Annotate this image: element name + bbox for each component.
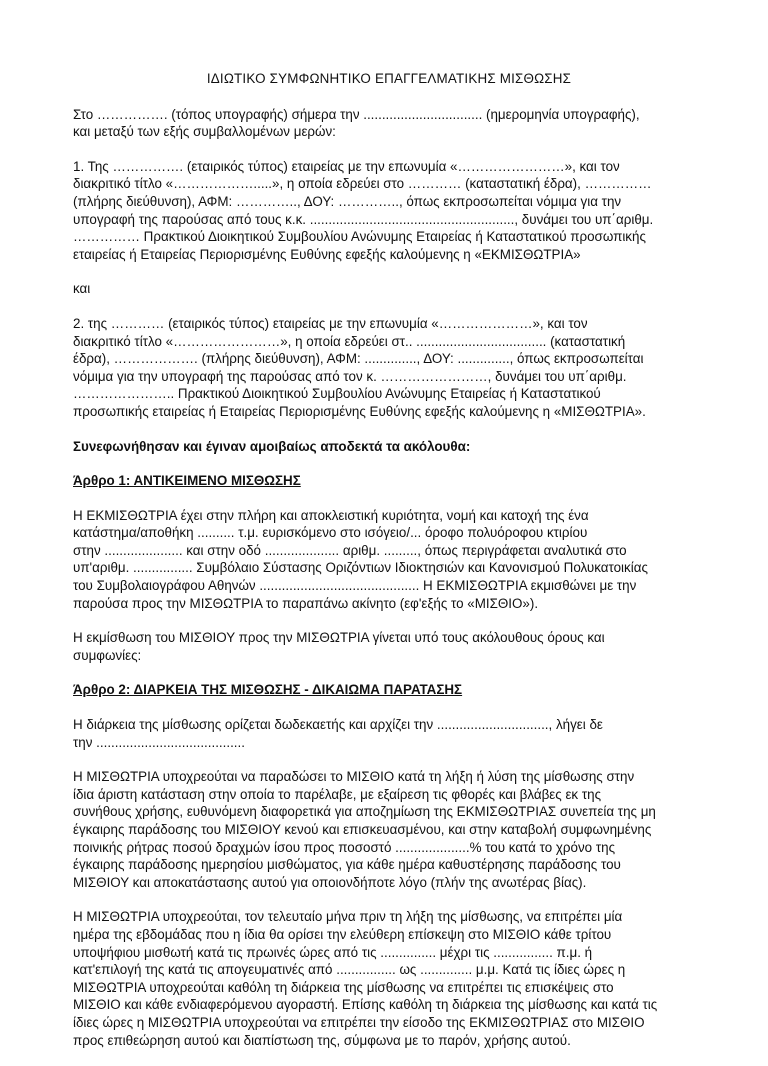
article-2-line: συνήθους χρήσης, ευθυνόμενη διαφορετικά για αποζημίωση της ΕΚΜΙΣΘΩΤΡΙΑΣ συνεπεία της μη	[73, 804, 656, 820]
article-2-paragraph-2	[73, 768, 705, 891]
party-1-line: διακριτικό τίτλο «……………….....», η οποία εδρεύει στο ………… (καταστατική έδρα), ……………	[73, 176, 652, 192]
article-2-line: Η ΜΙΣΘΩΤΡΙΑ υποχρεούται να παραδώσει το ΜΙΣΘΙΟ κατά τη λήξη ή λύση της μίσθωσης στην	[73, 769, 635, 785]
party-1-line: (πλήρης διεύθυνση), ΑΦΜ: ………….., ΔΟΥ: ………….., όπως εκπροσωπείται νόμιμα για την	[73, 193, 622, 209]
article-1-line: κατάστημα/αποθήκη .......... τ.μ. ευρισκόμενο στο ισόγειο/... όροφο πολυόροφου κτιρίου	[73, 525, 588, 541]
article-2-line: ημέρα της εβδομάδας που η ίδια θα ορίσει την ελεύθερη επίσκεψη στο ΜΙΣΘΙΟ κάθε τρίτου	[73, 926, 612, 942]
article-2-line: ίδιες ώρες η ΜΙΣΘΩΤΡΙΑ υποχρεούται να επιτρέπει την είσοδο της ΕΚΜΙΣΘΩΤΡΙΑΣ στο ΜΙΣΘΙΟ	[73, 1014, 645, 1030]
agreed-heading: Συνεφωνήθησαν και έγιναν αμοιβαίως αποδεκτά τα ακόλουθα:	[73, 438, 471, 454]
article-2-line: υποψήφιου μισθωτή κατά τις πρωινές ώρες από τις ............... μέχρι τις ................ π.μ. ή	[73, 944, 593, 960]
article-1-paragraph-1	[73, 507, 705, 613]
party-1-line: εταιρείας ή Εταιρείας Περιορισμένης Ευθύνης εφεξής καλούμενης η «ΕΚΜΙΣΘΩΤΡΙΑ»	[73, 246, 581, 262]
document-title: ΙΔΙΩΤΙΚΟ ΣΥΜΦΩΝΗΤΙΚΟ ΕΠΑΓΓΕΛΜΑΤΙΚΗΣ ΜΙΣΘΩΣΗΣ	[206, 71, 572, 86]
article-1-line: Η εκμίσθωση του ΜΙΣΘΙΟΥ προς την ΜΙΣΘΩΤΡΙΑ γίνεται υπό τους ακόλουθους όρους και	[73, 630, 605, 646]
article-2-line: ίδια άριστη κατάσταση στην οποία το παρέλαβε, με εξαίρεση τις φθορές και βλάβες εκ της	[73, 786, 602, 802]
article-2-line: κατ'επιλογή της κατά τις απογευματινές από ................ ως .............. μ.μ. Κατά τις ίδιες ώρες η	[73, 962, 626, 978]
party-2-line: 2. της ………… (εταιρικός τύπος) εταιρείας με την επωνυμία «…………………», και τον	[73, 315, 588, 331]
article-1-line: παρούσα προς την ΜΙΣΘΩΤΡΙΑ το παραπάνω ακίνητο (εφ'εξής το «ΜΙΣΘΙΟ»).	[73, 595, 539, 611]
article-2-line: προς επιθεώρηση αυτού και διαπίστωση της, σύμφωνα με το παρόν, χρήσης αυτού.	[73, 1032, 571, 1048]
article-1-heading: Άρθρο 1: ΑΝΤΙΚΕΙΜΕΝΟ ΜΙΣΘΩΣΗΣ	[73, 473, 301, 489]
article-2-heading: Άρθρο 2: ΔΙΑΡΚΕΙΑ ΤΗΣ ΜΙΣΘΩΣΗΣ - ΔΙΚΑΙΩΜΑ ΠΑΡΑΤΑΣΗΣ	[73, 682, 463, 698]
article-2-line: ποινικής ρήτρας ποσού δραχμών ίσου προς ποσοστό ....................% του κατά το χρόνο της	[73, 839, 616, 855]
party-2-line: προσωπικής εταιρείας ή Εταιρείας Περιορισμένης Ευθύνης εφεξής καλούμενης η «ΜΙΣΘΩΤΡΙΑ».	[73, 403, 646, 419]
article-1-line: στην ..................... και στην οδό .................... αριθμ. ........., όπως περιγράφεται αναλυτικά στο	[73, 542, 627, 558]
article-2-line: Η ΜΙΣΘΩΤΡΙΑ υποχρεούται, τον τελευταίο μήνα πριν τη λήξη της μίσθωσης, να επιτρέπει μία	[73, 909, 623, 925]
article-1-line: υπ'αριθμ. ................ Συμβόλαιο Σύστασης Οριζόντιων Ιδιοκτησιών και Κανονισμού Πολυκατοικίας	[73, 560, 648, 576]
article-2-line: έγκαιρης παράδοσης του ΜΙΣΘΙΟΥ κενού και επισκευασμένου, και στην καταβολή συμφωνημένης	[73, 822, 652, 837]
document-page	[73, 70, 705, 1066]
party-2-line: νόμιμα για την υπογραφή της παρούσας από τον κ. ……………………, δυνάμει του υπ΄αριθμ.	[73, 368, 627, 384]
party-2-paragraph	[73, 315, 705, 421]
party-2-line: έδρα), ………………. (πλήρης διεύθυνση), ΑΦΜ: .............., ΔΟΥ: .............., όπως εκπροσωπείται	[73, 351, 644, 367]
article-2-line: έγκαιρης παράδοσης ημερησίου μισθώματος, για κάθε ημέρα καθυστέρησης παράδοσης του	[73, 857, 621, 873]
intro-paragraph	[73, 106, 705, 141]
party-1-paragraph	[73, 158, 705, 264]
and-word: και	[73, 281, 91, 297]
article-1-paragraph-2	[73, 629, 705, 664]
article-2-line: ΜΙΣΘΙΟ και κάθε ενδιαφερόμενου αγοραστή. Επίσης καθόλη τη διάρκεια της μίσθωσης και κατά τις	[73, 997, 658, 1013]
article-2-line: ΜΙΣΘΩΤΡΙΑ υποχρεούται καθόλη τη διάρκεια της μίσθωσης να επιτρέπει τις επισκέψεις στο	[73, 979, 614, 995]
intro-line: Στο ……………. (τόπος υπογραφής) σήμερα την ................................ (ημερομηνία υπογραφής),	[73, 106, 640, 122]
party-1-line: …………… Πρακτικού Διοικητικού Συμβουλίου Ανώνυμης Εταιρείας ή Καταστατικού προσωπικής	[73, 229, 646, 245]
article-2-line: ΜΙΣΘΙΟΥ και αποκατάστασης αυτού για οποιονδήποτε λόγο (πλήν της ανωτέρας βίας).	[73, 874, 587, 890]
article-2-line: Η διάρκεια της μίσθωσης ορίζεται δωδεκαετής και αρχίζει την .............................., λήγει δε	[73, 717, 603, 733]
article-2-paragraph-1	[73, 716, 705, 751]
article-1-line: συμφωνίες:	[73, 647, 142, 663]
article-2-line: την ........................................	[73, 734, 245, 750]
article-2-paragraph-3	[73, 908, 705, 1049]
party-2-line: διακριτικό τίτλο «……………………», η οποία εδρεύει στ.. ................................... (καταστατική	[73, 333, 626, 349]
party-1-line: υπογραφή της παρούσας από τους κ.κ. ......................................................., δυνάμει του υπ΄αριθμ.	[73, 211, 654, 227]
party-2-line: ………………….. Πρακτικού Διοικητικού Συμβουλίου Ανώνυμης Εταιρείας ή Καταστατικού	[73, 386, 601, 402]
article-1-line: του Συμβολαιογράφου Αθηνών ........................................... Η ΕΚΜΙΣΘΩΤΡΙΑ εκμισθώνει με την	[73, 578, 637, 594]
intro-line: και μεταξύ των εξής συμβαλλομένων μερών:	[73, 124, 336, 140]
article-1-line: Η ΕΚΜΙΣΘΩΤΡΙΑ έχει στην πλήρη και αποκλειστική κυριότητα, νομή και κατοχή της ένα	[73, 507, 589, 523]
party-1-line: 1. Της ……………. (εταιρικός τύπος) εταιρείας με την επωνυμία «……………………», και τον	[73, 158, 620, 174]
